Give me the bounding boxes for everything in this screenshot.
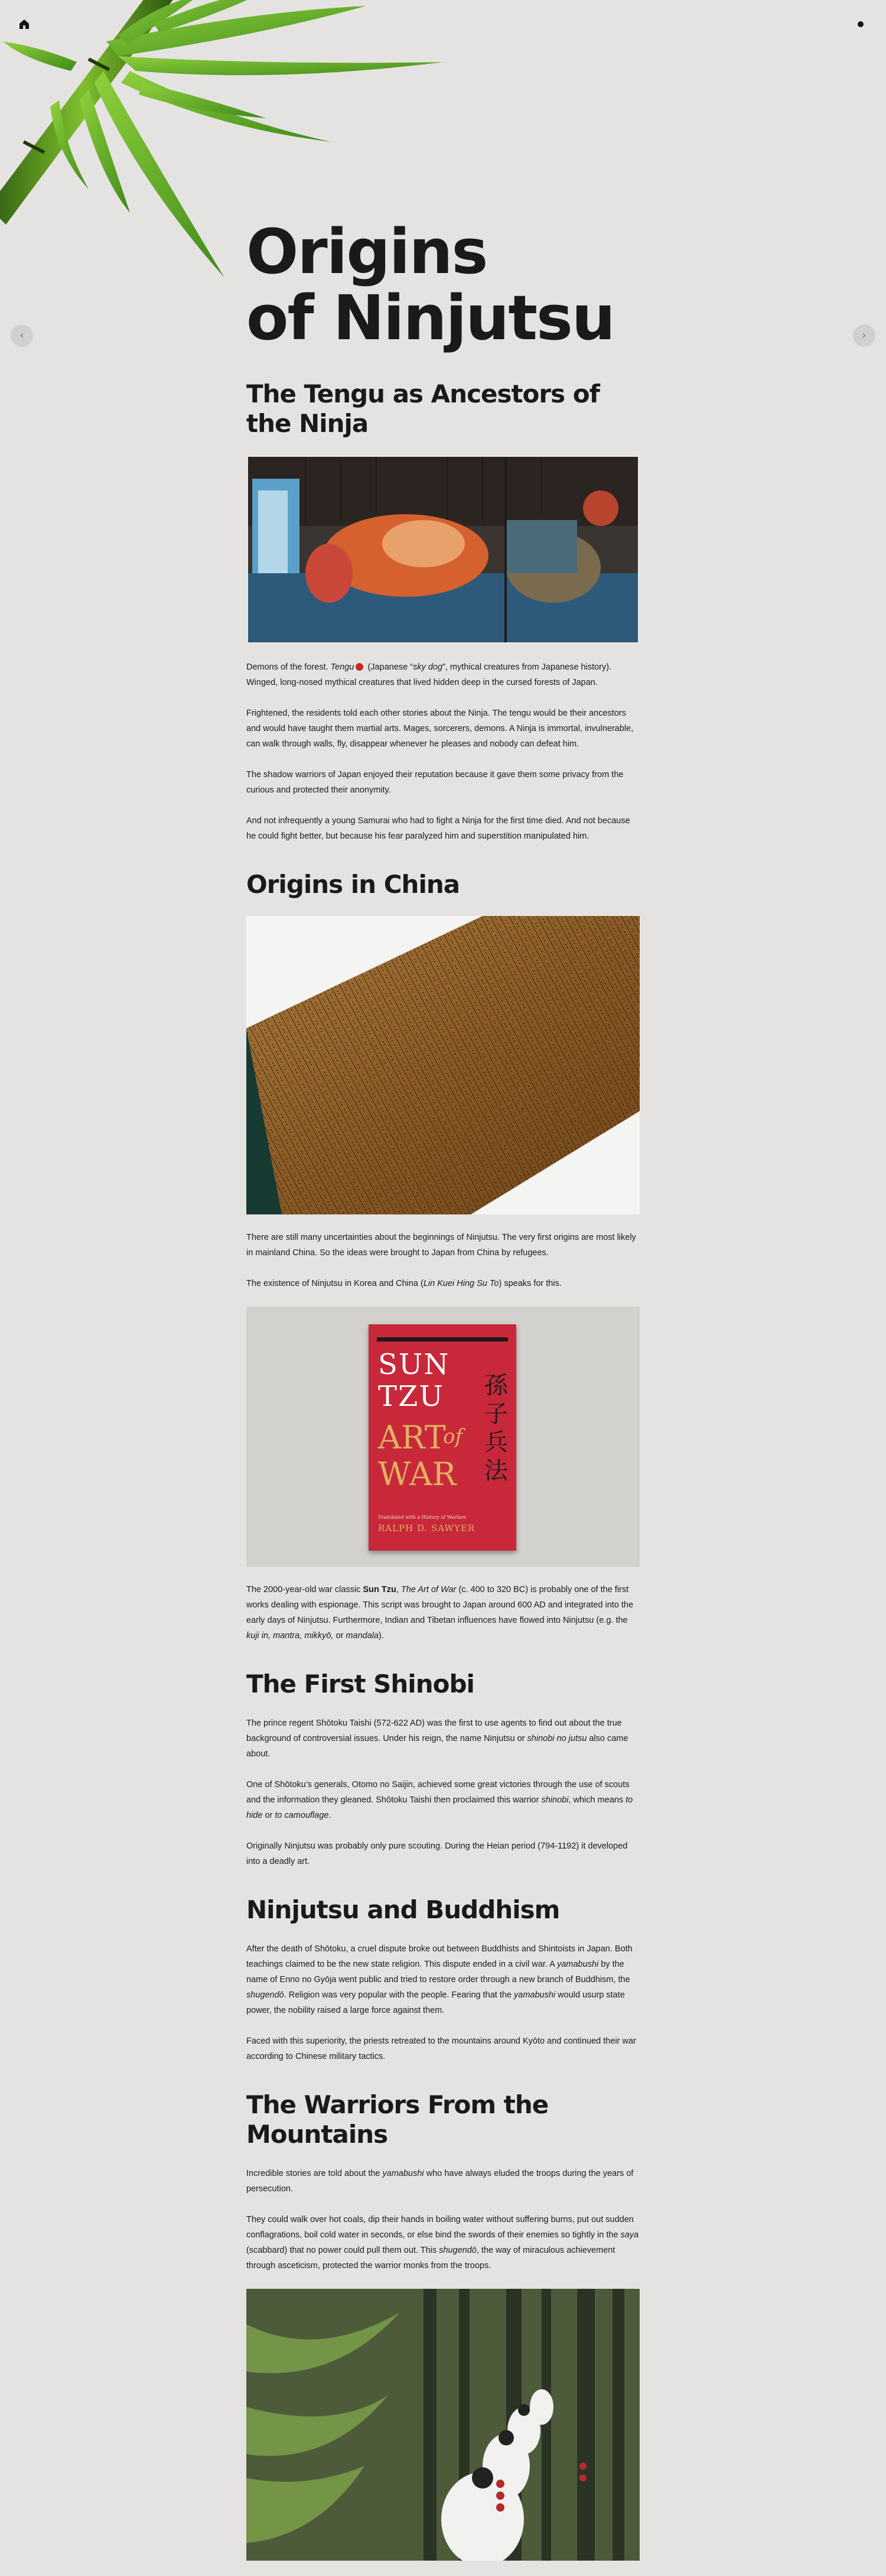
- paragraph: After the death of Shōtoku, a cruel dispute broke out between Buddhists and Shintoists in Japan. Both teachings claimed to be the new state religion. This dispute ended in a civil war. A yamabushi by the name of Enno no Gyōja went public and tried to restore order through a new branch of Buddhism, the shugendō. Religion was very popular with the people. Fearing that the yamabushi would usurp state power, the nobility raised a large force against them.: [246, 1944, 633, 2015]
- book-title-line: of: [443, 1425, 463, 1448]
- book-subtitle: Translated with a History of Warfare: [378, 1515, 467, 1520]
- paragraph: Demons of the forest. Tengu (Japanese “sky dog”, mythical creatures from Japanese history). Winged, long-nosed mythical creatures that lived hidden deep in the cursed forests of Japan.: [246, 662, 612, 687]
- section-china: [246, 870, 640, 1643]
- book-cover: [369, 1324, 516, 1551]
- paragraph: There are still many uncertainties about the beginnings of Ninjutsu. The very first origins are most likely in mainland China. So the ideas were brought to Japan from China by refugees.: [246, 1233, 636, 1258]
- yamabushi-procession-image: [246, 2289, 640, 2561]
- section-heading: Ninjutsu and Buddhism: [246, 1895, 560, 1924]
- bamboo-scroll-image: [246, 916, 640, 1214]
- book-title-line: ART: [378, 1419, 446, 1456]
- paragraph: Faced with this superiority, the priests retreated to the mountains around Kyōto and continued their war according to Chinese military tactics.: [246, 2036, 636, 2061]
- section-warriors: [246, 2090, 640, 2561]
- paragraph: The shadow warriors of Japan enjoyed their reputation because it gave them some privacy from the curious and protected their anonymity.: [246, 770, 624, 795]
- paragraph: One of Shōtoku’s generals, Otomo no Saijin, achieved some great victories through the use of scouts and the information they gleaned. Shōtoku Taishi then proclaimed this warrior shinobi, which means to hide or to camouflage.: [246, 1780, 633, 1820]
- paragraph: They could walk over hot coals, dip their hands in boiling water without suffering burns, put out sudden conflagrations, boil cold water in seconds, or else bind the swords of their enemies so tightly in the saya (scabbard) that no power could pull them out. This shugendō, the way of miraculous achievement through asceticism, protected the warrior monks from the troops.: [246, 2215, 639, 2270]
- section-heading: Origins in China: [246, 870, 460, 899]
- paragraph: Incredible stories are told about the yamabushi who have always eluded the troops during the years of persecution.: [246, 2169, 634, 2194]
- book-author: RALPH D. SAWYER: [378, 1523, 475, 1534]
- section-heading: The Tengu as Ancestors of the Ninja: [246, 379, 600, 438]
- article: [246, 216, 640, 2576]
- section-heading: The First Shinobi: [246, 1669, 474, 1698]
- prev-arrow-button[interactable]: ‹: [11, 324, 33, 347]
- menu-dot-icon[interactable]: [858, 21, 864, 27]
- next-arrow-button[interactable]: ›: [853, 324, 875, 347]
- page-title: Origins of Ninjutsu: [246, 216, 614, 354]
- book-title-line: WAR: [378, 1456, 457, 1493]
- paragraph: The prince regent Shōtoku Taishi (572-622 AD) was the first to use agents to find out about the true background of controversial issues. Under his reign, the name Ninjutsu or shinobi no jutsu also came about.: [246, 1719, 628, 1759]
- woodblock-print-image: [246, 455, 640, 644]
- paragraph: And not infrequently a young Samurai who had to fight a Ninja for the first time died. And not because he could fight better, but because his fear paralyzed him and superstition manipulated him.: [246, 816, 630, 841]
- paragraph: The existence of Ninjutsu in Korea and China (Lin Kuei Hing Su To) speaks for this.: [246, 1279, 562, 1288]
- paragraph: Originally Ninjutsu was probably only pure scouting. During the Heian period (794-1192) it developed into a deadly art.: [246, 1841, 628, 1866]
- art-of-war-book-image: [246, 1307, 640, 1567]
- tengu-mask-icon: [356, 663, 363, 671]
- book-kanji: 孫子兵法: [484, 1372, 508, 1484]
- section-first-shinobi: [246, 1669, 640, 1869]
- book-title-line: SUN: [378, 1348, 450, 1381]
- book-title-line: TZU: [378, 1380, 444, 1413]
- paragraph: Frightened, the residents told each other stories about the Ninja. The tengu would be their ancestors and would have taught them martial arts. Mages, sorcerers, demons. A Ninja is immortal, invulnerable, can walk through walls, fly, disappear whenever he pleases and nobody can defeat him.: [246, 709, 634, 749]
- section-tengu: [246, 379, 640, 844]
- section-buddhism: [246, 1895, 640, 2064]
- section-heading: The Warriors From the Mountains: [246, 2090, 549, 2149]
- paragraph: The 2000-year-old war classic Sun Tzu, The Art of War (c. 400 to 320 BC) is probably one of the first works dealing with espionage. This script was brought to Japan around 600 AD and integrated into the early days of Ninjutsu. Furthermore, Indian and Tibetan influences have flowed into Ninjutsu (e.g. the kuji in, mantra, mikkyō, or mandala).: [246, 1585, 634, 1641]
